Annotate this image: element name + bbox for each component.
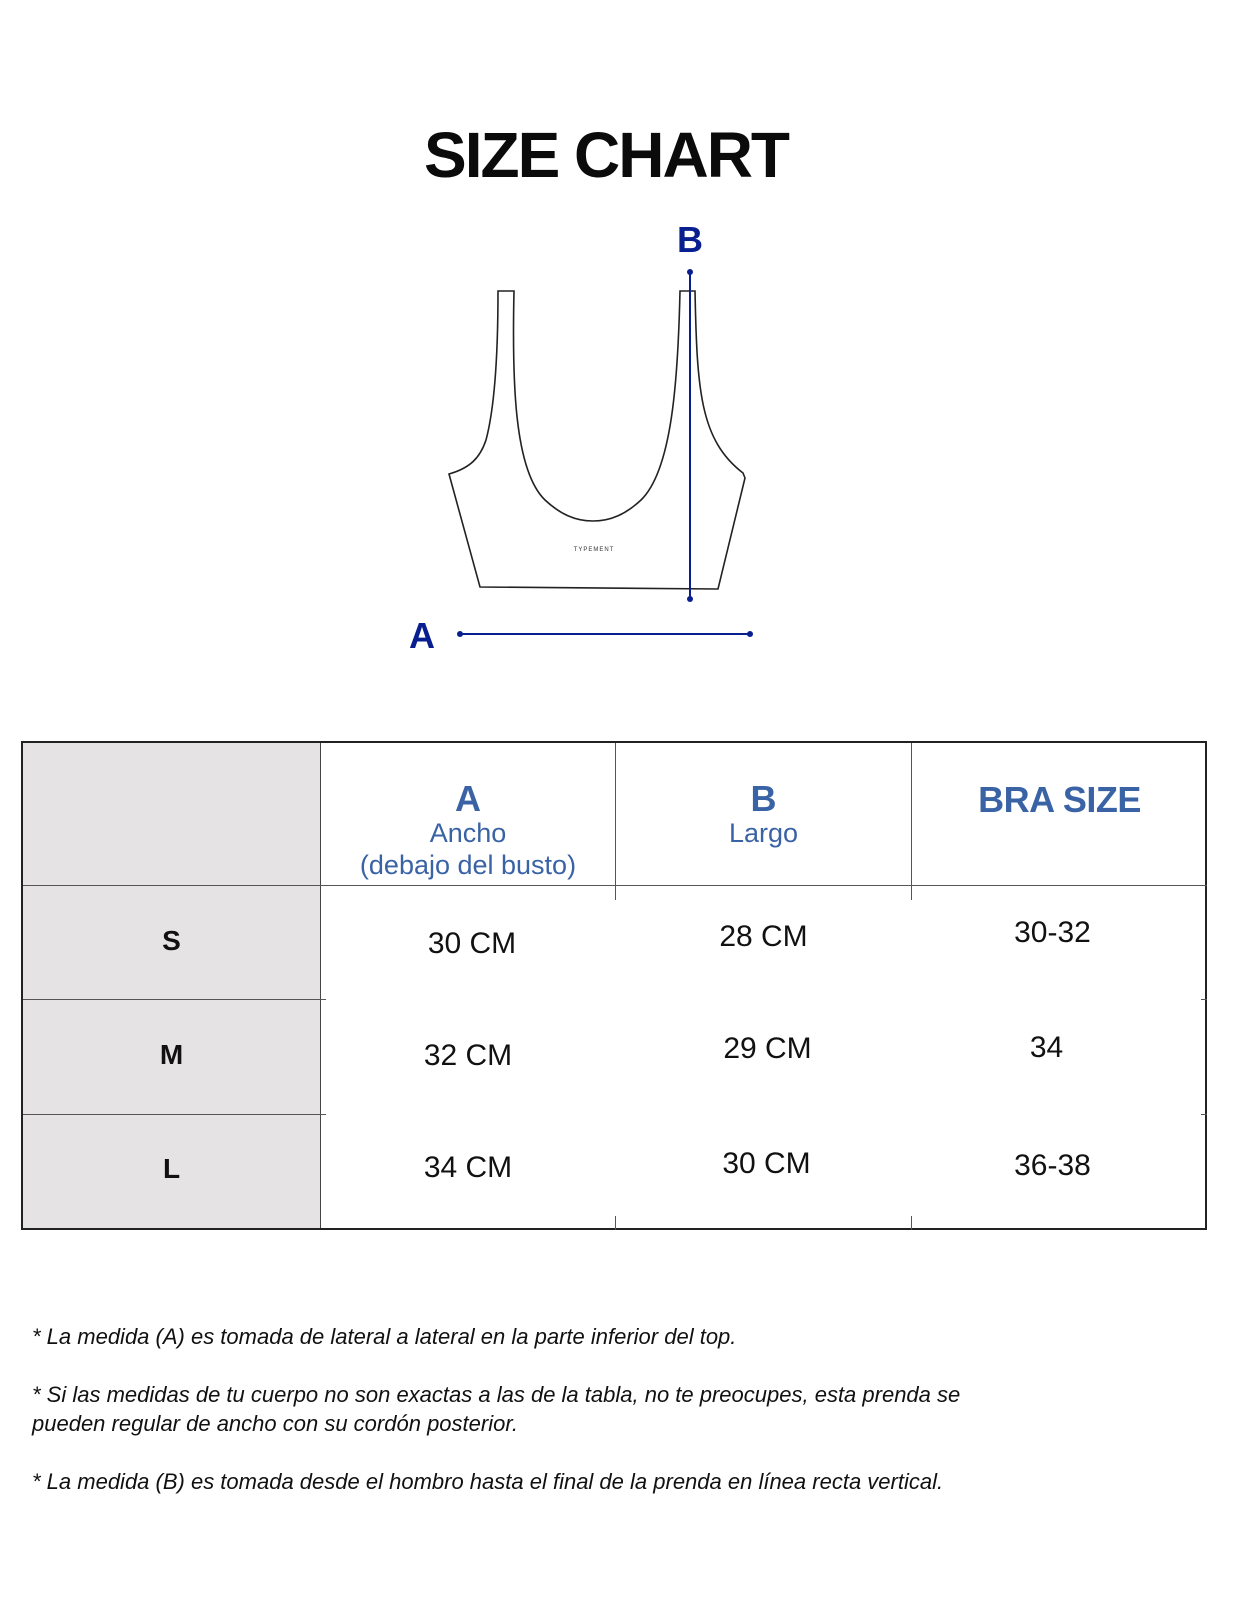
header-b [616, 778, 911, 849]
note-a: * La medida (A) es tomada de lateral a lateral en la parte inferior del top. [32, 1324, 737, 1349]
header-a [321, 778, 615, 881]
header-b-letter: B [750, 778, 777, 819]
measure-b-label: B [677, 219, 703, 260]
note-b: * La medida (B) es tomada desde el hombro hasta el final de la prenda en línea recta vertical. [32, 1469, 944, 1494]
page-title: SIZE CHART [424, 119, 788, 191]
measure-b-dot-bottom [687, 596, 693, 602]
row-s-b: 28 CM [719, 920, 808, 953]
row-l-a: 34 CM [423, 1151, 513, 1184]
measure-b-dot-top [687, 269, 693, 275]
measure-a-dot-right [747, 631, 753, 637]
row-m-a: 32 CM [423, 1039, 513, 1072]
header-a-sub2: (debajo del busto) [359, 850, 577, 880]
row-s-bra: 30-32 [1014, 916, 1091, 949]
row-s-a: 30 CM [427, 927, 517, 960]
measure-a-label: A [409, 615, 435, 656]
bra-top-outline [449, 291, 745, 589]
size-label-s: S [162, 925, 181, 956]
garment-diagram [0, 0, 1252, 700]
notes [32, 1322, 1132, 1525]
row-l-b: 30 CM [722, 1147, 811, 1180]
size-table [21, 741, 1207, 1230]
row-l-bra: 36-38 [1014, 1149, 1091, 1182]
row-m-b: 29 CM [723, 1032, 812, 1065]
note-adjust: * Si las medidas de tu cuerpo no son exactas a las de la tabla, no te preocupes, esta prenda se pueden regular de ancho con su cordón posterior. [32, 1382, 961, 1436]
header-a-letter: A [455, 778, 481, 819]
size-label-m: M [159, 1039, 184, 1070]
row-m-bra: 34 [1029, 1031, 1064, 1064]
header-b-sub: Largo [728, 818, 799, 848]
size-label-l: L [162, 1153, 181, 1184]
measure-a-dot-left [457, 631, 463, 637]
brand-text: TYPEMENT [573, 547, 615, 553]
header-a-sub: Ancho [429, 818, 507, 848]
header-bra-size: BRA SIZE [978, 779, 1141, 820]
